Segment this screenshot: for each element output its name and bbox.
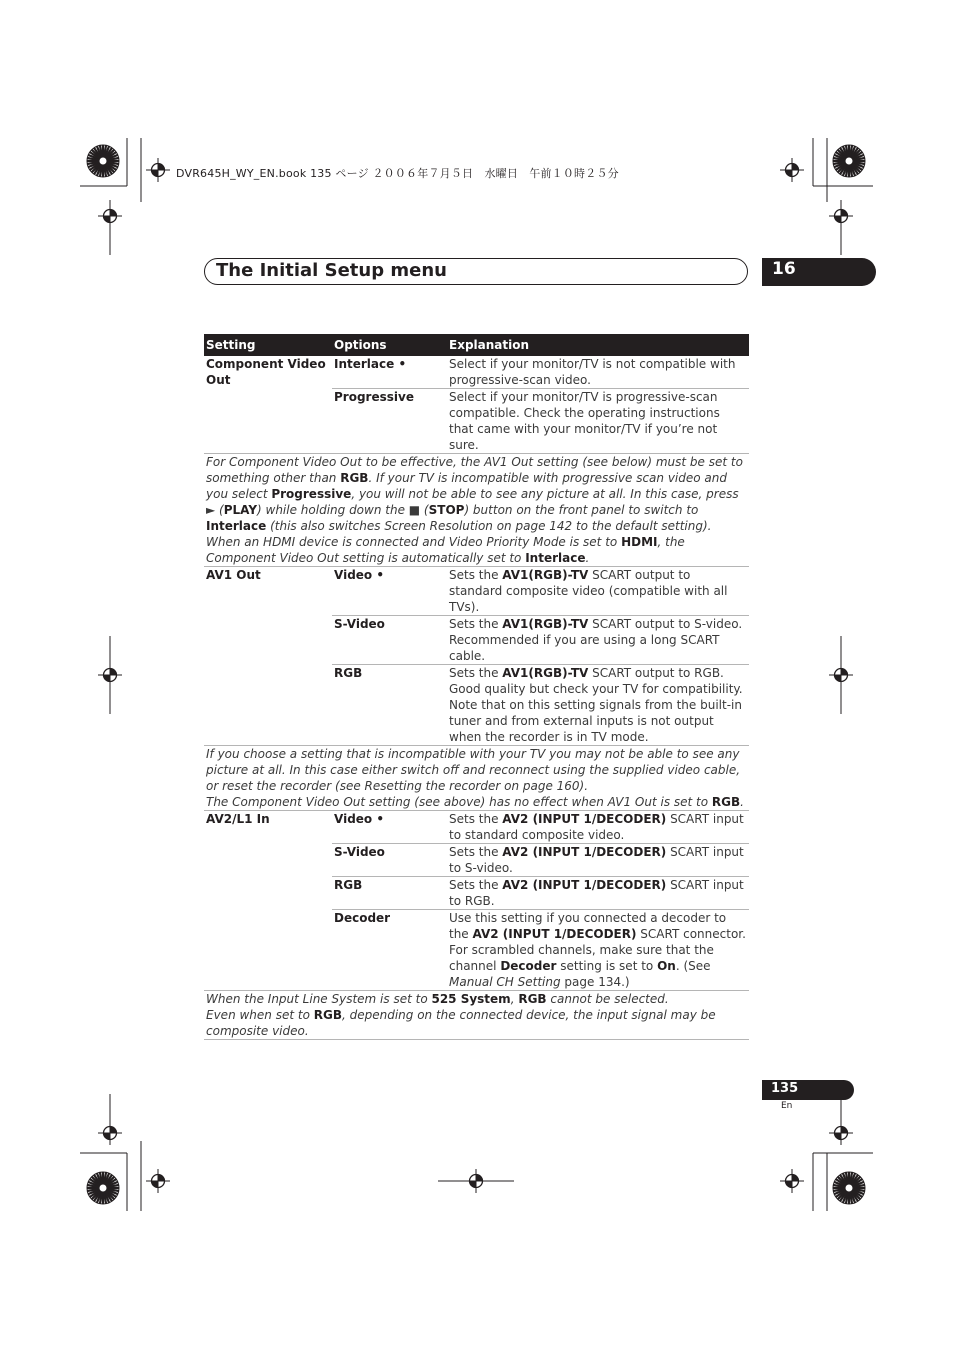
column-header-setting: Setting [204,334,332,356]
page-number: 135 [771,1081,799,1096]
option-explanation: Sets the AV2 (INPUT 1/DECODER) SCART input to standard composite video. [447,811,749,844]
option-explanation: Use this setting if you connected a decoder to the AV2 (INPUT 1/DECODER) SCART connector. For scrambled channels, make sure that the channel Decoder setting is set to On. (See Manual CH Setting page 134.) [447,910,749,991]
av1-note: If you choose a setting that is incompatible with your TV you may not be able to see any picture at all. In this case either switch off and reconnect using the supplied video cable, or reset the recorder (see Resetting the recorder on page 160). The Component Video Out setting (see above) has no effect when AV1 Out is set to RGB. [204,746,749,811]
option-name: Progressive [332,389,447,454]
setting-component-video-out: Component Video Out [206,357,326,387]
option-name: Interlace • [332,356,447,389]
option-name: S-Video [332,844,447,877]
option-explanation: Sets the AV1(RGB)-TV SCART output to RGB. Good quality but check your TV for compatibility. Note that on this setting signals from the built-in tuner and from external inputs is not output when the recorder is in TV mode. [447,665,749,746]
option-explanation: Select if your monitor/TV is progressive-scan compatible. Check the operating instructions that came with your monitor/TV if you’re not sure. [447,389,749,454]
setting-av2-l1-in: AV2/L1 In [206,812,270,826]
option-explanation: Sets the AV1(RGB)-TV SCART output to S-video. Recommended if you are using a long SCART cable. [447,616,749,665]
option-name: Decoder [332,910,447,991]
setting-av1-out: AV1 Out [206,568,261,582]
note-row [204,746,749,811]
table-row [204,567,749,616]
option-explanation: Sets the AV1(RGB)-TV SCART output to standard composite video (compatible with all TVs). [447,567,749,616]
setup-table [204,334,749,1040]
option-explanation: Sets the AV2 (INPUT 1/DECODER) SCART input to S-video. [447,844,749,877]
option-name: RGB [332,877,447,910]
chapter-number: 16 [772,259,796,279]
table-row [204,356,749,389]
table-row [204,811,749,844]
option-name: S-Video [332,616,447,665]
component-note: For Component Video Out to be effective, the AV1 Out setting (see below) must be set to something other than RGB. If your TV is incompatible with progressive scan video and you select Progressive, you will not be able to see any picture at all. In this case, press ► (PLAY) while holding down the ■ (STOP) button on the front panel to switch to Interlace (this also switches Screen Resolution on page 142 to the default setting). When an HDMI device is connected and Video Priority Mode is set to HDMI, the Component Video Out setting is automatically set to Interlace. [204,454,749,567]
table-header-row [204,334,749,356]
option-name: Video • [332,811,447,844]
option-name: Video • [332,567,447,616]
note-row [204,991,749,1040]
page-title: The Initial Setup menu [216,260,447,281]
page-language: En [781,1101,793,1111]
option-explanation: Select if your monitor/TV is not compatible with progressive-scan video. [447,356,749,389]
av2-note: When the Input Line System is set to 525 System, RGB cannot be selected. Even when set to RGB, depending on the connected device, the input signal may be composite video. [204,991,749,1040]
column-header-explanation: Explanation [447,334,749,356]
option-name: RGB [332,665,447,746]
print-file-info: DVR645H_WY_EN.book 135 ページ ２００６年７月５日 水曜日 午前１０時２５分 [176,167,619,180]
option-explanation: Sets the AV2 (INPUT 1/DECODER) SCART input to RGB. [447,877,749,910]
note-row [204,454,749,567]
column-header-options: Options [332,334,447,356]
